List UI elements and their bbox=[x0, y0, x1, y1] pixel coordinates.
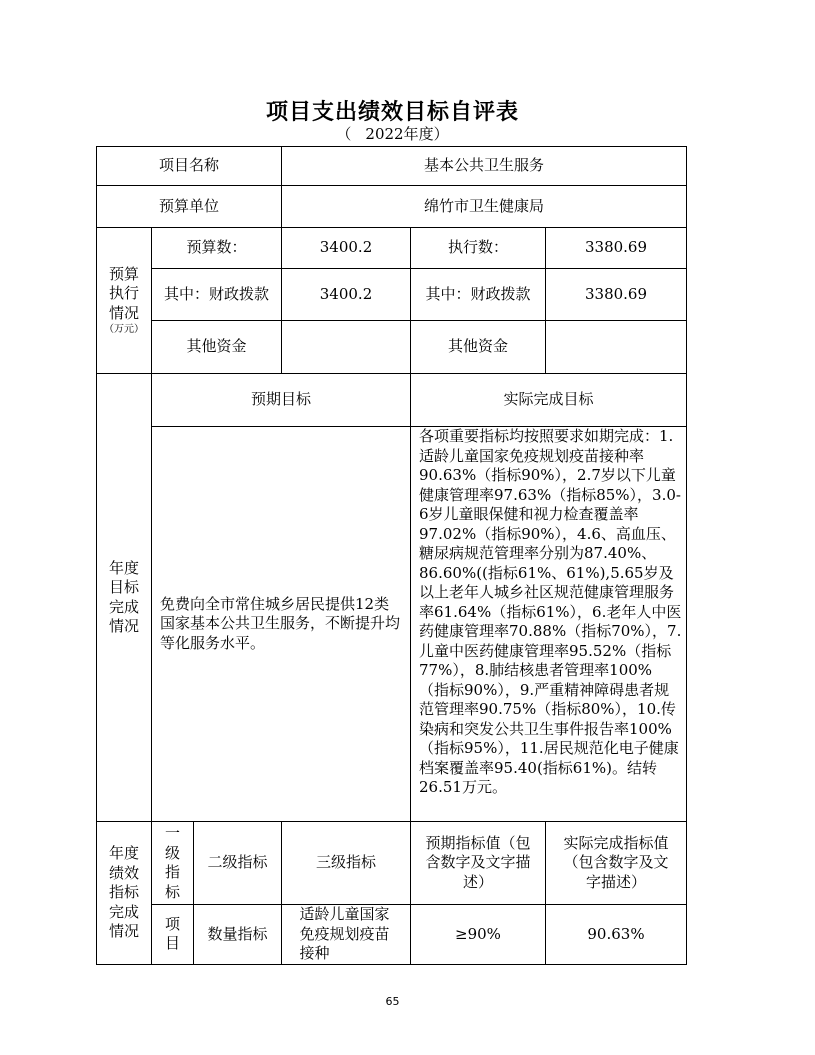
budget-unit-value: 绵竹市卫生健康局 bbox=[282, 186, 687, 228]
indicator-level2: 数量指标 bbox=[194, 905, 282, 965]
project-name-row bbox=[97, 147, 687, 186]
fiscal-label-executed: 其中：财政拨款 bbox=[411, 269, 546, 321]
actual-goal-header: 实际完成目标 bbox=[411, 374, 687, 427]
year-paren: （ bbox=[336, 125, 352, 143]
actual-goal-text: 各项重要指标均按照要求如期完成：1.适龄儿童国家免疫规划疫苗接种率90.63%（指标90%），2.7岁以下儿童健康管理率97.63%（指标85%），3.0-6岁儿童眼保健和视力检查覆盖率97.02%（指标90%），4.6、高血压、糖尿病规范管理率分别为87.40%、86.60%((指标61%、61%),5.65岁及以上老年人城乡社区规范健康管理服务率61.64%（指标61%），6.老年人中医药健康管理率70.88%（指标70%），7.儿童中医药健康管理率95.52%（指标77%），8.肺结核患者管理率100%（指标90%），9.严重精神障碍患者规范管理率90.75%（指标80%），10.传染病和突发公共卫生事件报告率100%（指标95%），11.居民规范化电子健康档案覆盖率95.40(指标61%)。结转26.51万元。 bbox=[411, 427, 687, 822]
fiscal-value-budget: 3400.2 bbox=[282, 269, 411, 321]
other-funds-value-executed bbox=[546, 321, 687, 374]
executed-amount-value: 3380.69 bbox=[546, 228, 687, 269]
indicator-actual-value: 90.63% bbox=[546, 905, 687, 965]
level1-header-text: 一级指标 bbox=[164, 824, 180, 901]
goals-section-text: 年度目标完成情况 bbox=[108, 558, 139, 635]
expected-goal-text: 免费向全市常住城乡居民提供12类国家基本公共卫生服务，不断提升均等化服务水平。 bbox=[152, 427, 411, 822]
fiscal-row bbox=[97, 269, 687, 321]
page-title: 项目支出绩效目标自评表 bbox=[265, 100, 519, 125]
fiscal-value-executed: 3380.69 bbox=[546, 269, 687, 321]
budget-unit-row bbox=[97, 186, 687, 228]
indicator-level3-text: 适龄儿童国家免疫规划疫苗接种 bbox=[299, 905, 390, 962]
indicator-level3 bbox=[282, 905, 411, 965]
indicator-header-row bbox=[97, 822, 687, 905]
budget-section-unit: （万元） bbox=[104, 324, 144, 336]
budget-amount-value: 3400.2 bbox=[282, 228, 411, 269]
page-number: 65 bbox=[385, 995, 400, 1008]
goals-header-row bbox=[97, 374, 687, 427]
goals-section-label bbox=[97, 374, 152, 822]
level1-header bbox=[152, 822, 194, 905]
budget-unit-label: 预算单位 bbox=[97, 186, 282, 228]
other-funds-row bbox=[97, 321, 687, 374]
indicators-section-text: 年度绩效指标完成情况 bbox=[108, 844, 139, 940]
budget-section-label bbox=[97, 228, 152, 374]
indicator-expected-value: ≥90% bbox=[411, 905, 546, 965]
budget-amount-label: 预算数： bbox=[152, 228, 282, 269]
executed-amount-label: 执行数： bbox=[411, 228, 546, 269]
indicators-section-label bbox=[97, 822, 152, 965]
project-name-value: 基本公共卫生服务 bbox=[282, 147, 687, 186]
actual-indicator-header bbox=[546, 822, 687, 905]
budget-section-text: 预算执行情况 bbox=[108, 264, 139, 322]
indicator-row bbox=[97, 905, 687, 965]
expected-indicator-header bbox=[411, 822, 546, 905]
year-label: 2022年度） bbox=[365, 125, 449, 143]
year-subtitle bbox=[0, 123, 785, 144]
level2-header: 二级指标 bbox=[194, 822, 282, 905]
goals-content-row bbox=[97, 427, 687, 822]
fiscal-label-budget: 其中：财政拨款 bbox=[152, 269, 282, 321]
indicator-level1 bbox=[152, 905, 194, 965]
expected-indicator-header-text: 预期指标值（包含数字及文字描述） bbox=[425, 833, 531, 891]
other-funds-value-budget bbox=[282, 321, 411, 374]
other-funds-label-budget: 其他资金 bbox=[152, 321, 282, 374]
indicator-level1-text: 项目 bbox=[164, 914, 180, 953]
level3-header: 三级指标 bbox=[282, 822, 411, 905]
actual-indicator-header-text: 实际完成指标值（包含数字及文字描述） bbox=[563, 833, 669, 891]
project-name-label: 项目名称 bbox=[97, 147, 282, 186]
other-funds-label-executed: 其他资金 bbox=[411, 321, 546, 374]
expected-goal-header: 预期目标 bbox=[152, 374, 411, 427]
budget-total-row bbox=[97, 228, 687, 269]
performance-table bbox=[96, 146, 687, 965]
